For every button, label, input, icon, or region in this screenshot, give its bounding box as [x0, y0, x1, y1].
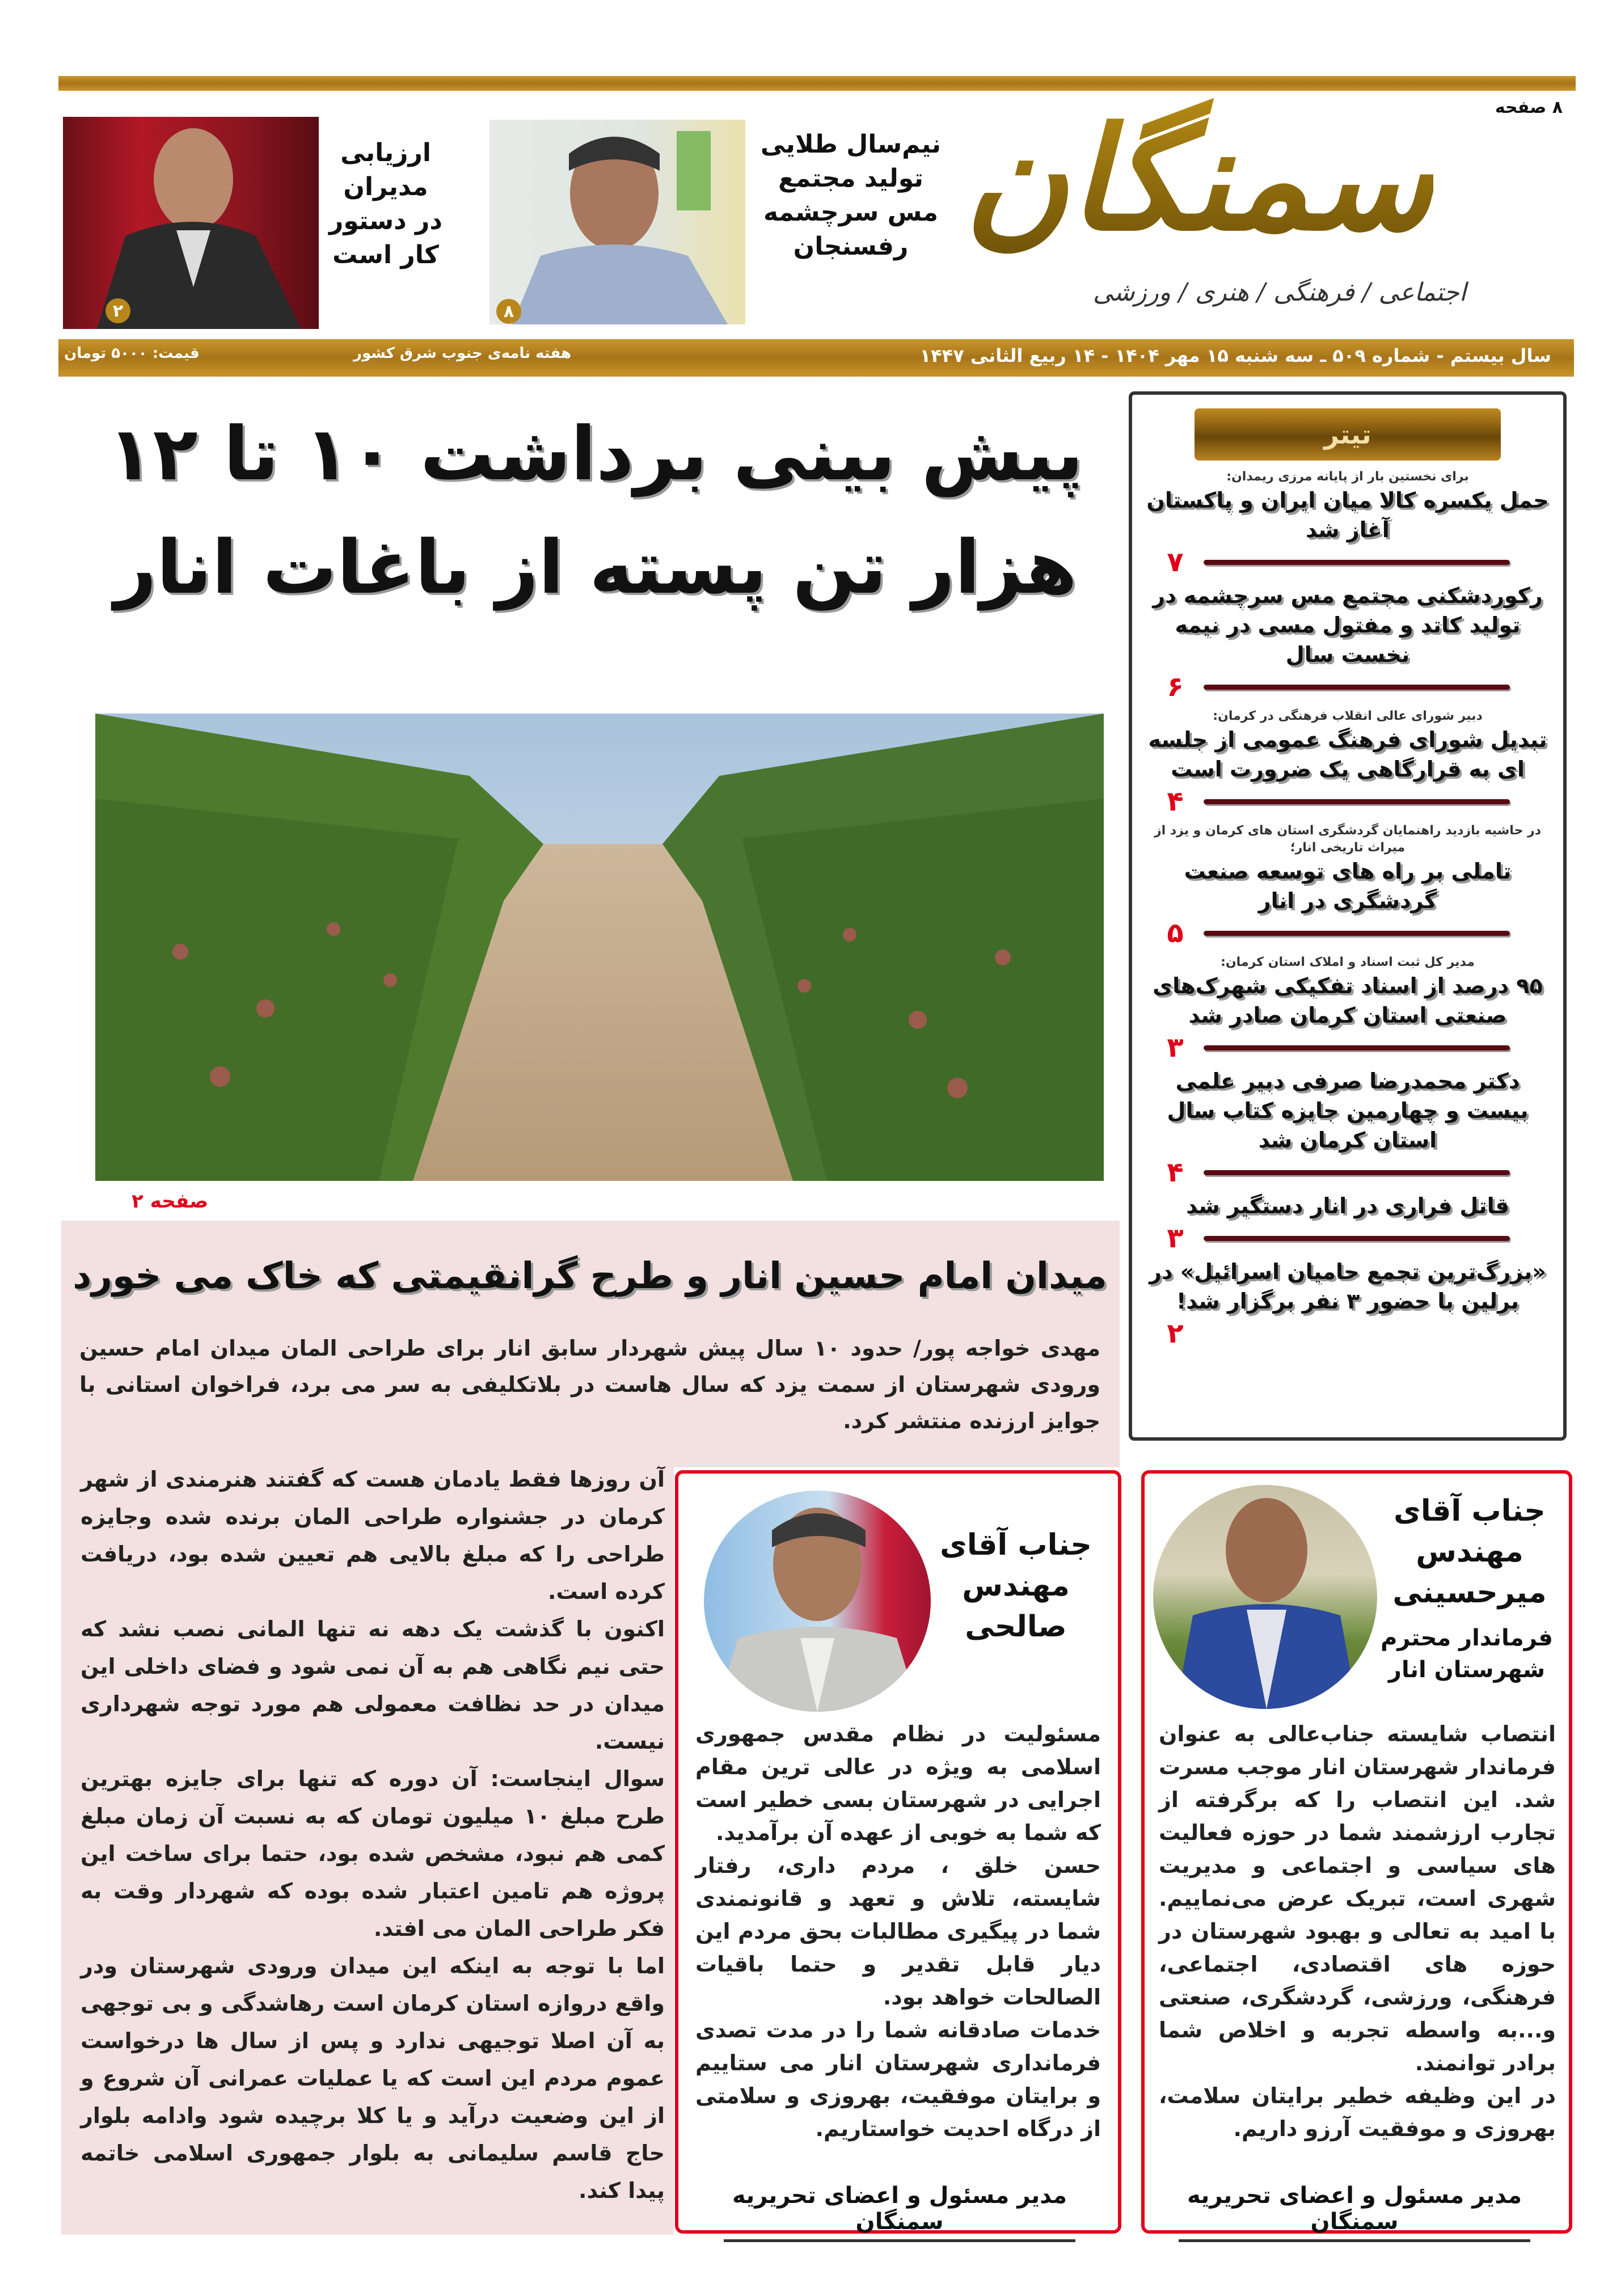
teaser-photo-2[interactable]	[489, 120, 745, 324]
divider-line	[1204, 1170, 1510, 1175]
person-portrait-icon	[704, 1491, 931, 1712]
issue-dateline: سال بیستم - شماره ۵۰۹ ـ سه شنبه ۱۵ مهر ۱۴۰۴ - ۱۴ ربیع الثانی ۱۴۴۷	[919, 345, 1551, 366]
message-paragraph: مسئولیت در نظام مقدس جمهوری اسلامی به ویژه در عالی ترین مقام اجرایی در شهرستان بسی خطیر است که شما به خوبی از عهده آن برآمدید.	[695, 1721, 1101, 1845]
person-portrait-icon	[1153, 1485, 1377, 1709]
titr-kicker: مدیر کل ثبت اسناد و املاک استان کرمان:	[1221, 955, 1475, 969]
dateline-bar	[58, 339, 1574, 377]
page-number: ۴	[1167, 1157, 1184, 1188]
page-number: ۳	[1167, 1222, 1184, 1254]
photo-caption: صفحه ۲	[132, 1190, 209, 1213]
teaser-title-2[interactable]: نیم‌سال طلایی تولید مجتمع مس سرچشمه رفسنجان	[760, 130, 942, 261]
article-paragraph: سوال اینجاست: آن دوره که تنها برای جایزه بهترین طرح مبلغ ۱۰ میلیون تومان که به نسبت آن زمان مبلغ کمی هم نبود، مشخص شده بود، حتما برای ساخت این پروژه هم تامین اعتبار شده بوده که شهردار وقت به فکر طراحی المان می افتد.	[81, 1766, 665, 1941]
page-number: ۳	[1167, 1032, 1184, 1063]
teaser-title-1[interactable]: ارزیابی مدیران در دستور کار است	[329, 138, 442, 269]
page-number: ۲	[1167, 1318, 1184, 1349]
masthead-logo	[964, 85, 1574, 340]
article-title[interactable]: میدان امام حسین انار و طرح گرانقیمتی که خاک می خورد	[73, 1255, 1107, 1297]
page-badge: ۸	[496, 299, 521, 324]
article-lead: مهدی خواجه پور/ حدود ۱۰ سال پیش شهردار سابق انار برای طراحی المان میدان امام حسین ورودی شهرستان از سمت یزد که سال هاست در بلاتکلیفی به سر می برد، فراخوان استانی با جوایز ارزنده منتشر کرد.	[79, 1336, 1100, 1433]
titr-item[interactable]	[1141, 581, 1554, 706]
titr-divider	[1164, 1319, 1554, 1348]
page-badge: ۲	[105, 298, 130, 323]
titr-item[interactable]	[1141, 1066, 1554, 1191]
titr-item[interactable]	[1141, 706, 1554, 820]
titr-item[interactable]	[1141, 1191, 1554, 1257]
titr-divider	[1164, 548, 1554, 576]
message-paragraph: در این وظیفه خطیر برایتان سلامت، بهروزی و موفقیت آرزو داریم.	[1159, 2083, 1556, 2141]
titr-divider	[1164, 919, 1554, 947]
article-body	[81, 1461, 665, 2209]
titr-title[interactable]: حمل یکسره کالا میان ایران و پاکستان آغاز شد	[1146, 488, 1549, 542]
titr-header: تیتر	[1195, 408, 1501, 461]
titr-box	[1129, 391, 1567, 1441]
titr-title[interactable]: رکوردشکنی مجتمع مس سرچشمه در تولید کاتد و مفتول مسی در نیمه نخست سال	[1153, 583, 1543, 667]
divider-line	[1204, 1236, 1510, 1241]
article-paragraph: اما با توجه به اینکه این میدان ورودی شهرستان ودر واقع دروازه استان کرمان است رهاشدگی و بی توجهی به آن اصلا توجیهی ندارد و پس از سال ها درخواست عموم مردم این است که یا عملیات عمرانی آن شروع و از این وضعیت درآید و یا کلا برچیده شود وادامه بلوار حاج قاسم سلیمانی به بلوار جمهوری اسلامی خاتمه پیدا کند.	[81, 1953, 665, 2203]
titr-item[interactable]	[1141, 820, 1554, 952]
tagline: هفته نامه‌ی جنوب شرق کشور	[353, 345, 572, 362]
titr-title[interactable]: «بزرگ‌ترین تجمع حامیان اسرائیل» در برلین با حضور ۳ نفر برگزار شد!	[1149, 1259, 1546, 1314]
message-paragraph: خدمات صادقانه شما را در مدت تصدی فرمانداری شهرستان انار می ستاییم و برایتان موفقیت، بهروزی و سلامتی از درگاه احدیت خواستاریم.	[695, 2018, 1101, 2141]
titr-kicker: در حاشیه بازدید راهنمایان گردشگری استان های کرمان و یزد از میراث تاریخی انار؛	[1154, 824, 1541, 855]
titr-list	[1132, 466, 1563, 1352]
titr-item[interactable]	[1141, 952, 1554, 1066]
main-headline[interactable]: پیش بینی برداشت ۱۰ تا ۱۲ هزار تن پسته از باغات انار	[108, 411, 1083, 610]
page-count: ۸ صفحه	[1495, 98, 1563, 117]
page-number: ۷	[1167, 546, 1184, 578]
titr-title[interactable]: ۹۵ درصد از اسناد تفکیکی شهرک‌های صنعتی استان کرمان صادر شد	[1153, 973, 1543, 1028]
price: قیمت: ۵۰۰۰ تومان	[64, 345, 200, 362]
divider-line	[1204, 685, 1510, 690]
titr-item[interactable]	[1141, 466, 1554, 581]
salehi-salutation: جناب آقای مهندس صالحی	[940, 1528, 1092, 1644]
titr-title[interactable]: تاملی بر راه های توسعه صنعت گردشگری در انار	[1184, 859, 1512, 913]
divider-line	[1204, 560, 1510, 565]
salehi-message	[695, 1717, 1101, 2145]
signature: مدیر مسئول و اعضای تحریریه سمنگان	[724, 2183, 1075, 2242]
article-paragraph: اکنون با گذشت یک دهه نه تنها المانی نصب نشد که حتی نیم نگاهی هم به آن نمی شود و فضای داخلی این میدان در حد نظافت معمولی هم مورد توجه شهرداری نیست.	[81, 1617, 665, 1754]
titr-divider	[1164, 787, 1554, 816]
orchard-image-icon	[95, 714, 1104, 1181]
divider-line	[1204, 1045, 1510, 1050]
congrats-box-mirhosseini	[1141, 1470, 1572, 2234]
signature: مدیر مسئول و اعضای تحریریه سمنگان	[1179, 2183, 1530, 2242]
person-portrait-icon	[489, 120, 745, 324]
logo-subtitle: اجتماعی / فرهنگی / هنری / ورزشی	[1092, 278, 1466, 307]
congrats-box-salehi	[675, 1470, 1121, 2234]
teaser-photo-1[interactable]	[63, 117, 319, 329]
titr-kicker: دبیر شورای عالی انقلاب فرهنگی در کرمان:	[1213, 709, 1483, 723]
article-paragraph: آن روزها فقط یادمان هست که گفتند هنرمندی از شهر کرمان در جشنواره طراحی المان برنده شده وجایزه طراحی را که مبلغ بالایی هم تعیین شده بود، دریافت کرده است.	[81, 1467, 665, 1604]
titr-divider	[1164, 1033, 1554, 1062]
divider-line	[1204, 799, 1510, 804]
mirhosseini-photo	[1153, 1485, 1377, 1709]
message-paragraph: حسن خلق ، مردم داری، رفتار شایسته، تلاش و تعهد و قانونمندی شما در پیگیری مطالبات بحق مردم این دیار قابل تقدیر و حتما باقیات الصالحات خواهد بود.	[695, 1853, 1101, 2010]
mirhosseini-message	[1159, 1717, 1556, 2145]
logo-wordmark: سمنگان	[964, 95, 1434, 262]
message-paragraph: انتصاب شایسته جناب‌عالی به عنوان فرماندار شهرستان انار موجب مسرت شد. این انتصاب را که برگرفته از تجارب ارزشمند شما در حوزه فعالیت های سیاسی و اجتماعی و مدیریت شهری است، تبریک عرض می‌نماییم. با امید به تعالی و بهبود شهرستان در حوزه های اقتصادی، اجتماعی، فرهنگی، ورزشی، گردشگری، صنعتی و...به واسطه تجربه و اخلاص شما برادر توانمند.	[1159, 1721, 1556, 2075]
titr-title[interactable]: تبدیل شورای فرهنگ عمومی از جلسه ای به قرارگاهی یک ضرورت است	[1148, 727, 1547, 782]
titr-title[interactable]: دکتر محمدرضا صرفی دبیر علمی بیست و چهارمین جایزه کتاب سال استان کرمان شد	[1167, 1069, 1529, 1153]
orchard-photo[interactable]	[95, 714, 1104, 1181]
page-number: ۶	[1167, 671, 1184, 703]
page-number: ۵	[1167, 917, 1184, 949]
titr-kicker: برای نخستین بار از پایانه مرزی ریمدان:	[1226, 470, 1469, 484]
page-number: ۴	[1167, 786, 1184, 817]
mirhosseini-salutation: جناب آقای مهندس میرحسینی	[1392, 1494, 1547, 1610]
titr-divider	[1164, 1224, 1554, 1252]
mirhosseini-role: فرماندار محترم شهرستان انار	[1381, 1625, 1553, 1683]
salehi-photo	[704, 1491, 931, 1712]
titr-divider	[1164, 673, 1554, 701]
divider-line	[1204, 931, 1510, 936]
titr-title[interactable]: قاتل فراری در انار دستگیر شد	[1186, 1193, 1509, 1218]
titr-item[interactable]	[1141, 1257, 1554, 1352]
person-portrait-icon	[63, 117, 319, 329]
titr-divider	[1164, 1158, 1554, 1187]
